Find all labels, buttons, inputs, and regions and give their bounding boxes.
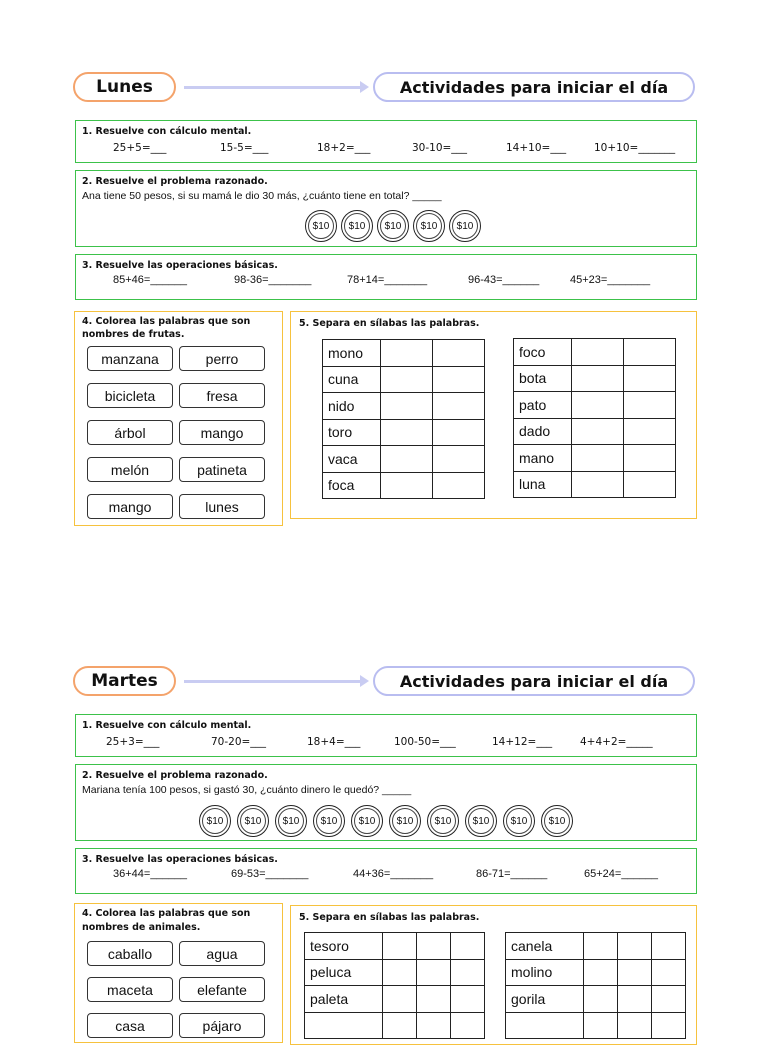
syllable-cell[interactable] [381, 419, 433, 446]
q3-item: 69-53=_______ [231, 868, 309, 880]
word-card[interactable]: patineta [179, 457, 265, 482]
q1-item: 25+5=___ [113, 142, 167, 154]
q1-item: 100-50=___ [394, 736, 456, 748]
syllable-cell[interactable] [652, 933, 686, 960]
coin-icon: $10 [427, 805, 459, 837]
arrow-line [184, 86, 362, 89]
day-label-martes: Martes [73, 666, 176, 696]
q3-item: 96-43=______ [468, 274, 540, 286]
syllable-word: gorila [506, 986, 584, 1013]
syllable-cell[interactable] [584, 1012, 618, 1039]
day-label-lunes: Lunes [73, 72, 176, 102]
q3-item: 44+36=_______ [353, 868, 434, 880]
syllable-cell[interactable] [433, 472, 485, 499]
q2-problem-text: Mariana tenía 100 pesos, si gastó 30, ¿cuánto dinero le quedó? _____ [82, 784, 412, 796]
q1-item: 18+2=___ [317, 142, 371, 154]
word-card[interactable]: bicicleta [87, 383, 173, 408]
q2-problem-text: Ana tiene 50 pesos, si su mamá le dio 30 más, ¿cuánto tiene en total? _____ [82, 190, 442, 202]
word-grid [87, 941, 265, 1038]
arrow-line [184, 680, 362, 683]
word-card[interactable]: perro [179, 346, 265, 371]
q3-item: 85+46=______ [113, 274, 188, 286]
syllable-cell[interactable] [417, 986, 451, 1013]
q2-box [75, 764, 697, 841]
q5-heading: 5. Separa en sílabas las palabras. [299, 912, 480, 923]
syllable-cell[interactable] [584, 986, 618, 1013]
coin-icon: $10 [413, 210, 445, 242]
syllable-cell[interactable] [618, 986, 652, 1013]
q2-heading: 2. Resuelve el problema razonado. [82, 770, 268, 781]
syllable-cell[interactable] [572, 339, 624, 366]
q1-box [75, 120, 697, 163]
syllable-cell[interactable] [383, 986, 417, 1013]
syllable-cell[interactable] [417, 959, 451, 986]
q5-box [290, 311, 697, 519]
coin-row [199, 805, 573, 837]
arrow-head-icon [360, 81, 369, 93]
q3-item: 45+23=_______ [570, 274, 651, 286]
syllable-cell[interactable] [433, 393, 485, 420]
word-card[interactable]: mango [179, 420, 265, 445]
syllable-cell[interactable] [572, 445, 624, 472]
word-card[interactable]: fresa [179, 383, 265, 408]
syllable-cell[interactable] [618, 933, 652, 960]
word-card[interactable]: pájaro [179, 1013, 265, 1038]
syllable-cell[interactable] [624, 365, 676, 392]
syllable-cell[interactable] [572, 365, 624, 392]
syllable-cell[interactable] [383, 933, 417, 960]
word-card[interactable]: mango [87, 494, 173, 519]
coin-icon: $10 [341, 210, 373, 242]
coin-icon: $10 [351, 805, 383, 837]
syllable-word: canela [506, 933, 584, 960]
coin-icon: $10 [503, 805, 535, 837]
syllable-word: luna [514, 471, 572, 498]
coin-icon: $10 [389, 805, 421, 837]
syllable-cell[interactable] [624, 339, 676, 366]
syllable-word: peluca [305, 959, 383, 986]
syllable-cell[interactable] [383, 959, 417, 986]
syllable-cell[interactable] [381, 393, 433, 420]
syllable-cell[interactable] [618, 1012, 652, 1039]
syllable-word: foca [323, 472, 381, 499]
coin-icon: $10 [449, 210, 481, 242]
q3-item: 86-71=______ [476, 868, 548, 880]
syllable-word: tesoro [305, 933, 383, 960]
header-title: Actividades para iniciar el día [373, 72, 695, 102]
syllable-cell[interactable] [451, 1012, 485, 1039]
syllable-cell[interactable] [624, 471, 676, 498]
syllable-word: nido [323, 393, 381, 420]
syllable-cell[interactable] [381, 446, 433, 473]
q4-heading: nombres de animales. [82, 922, 201, 933]
syllable-word: paleta [305, 986, 383, 1013]
word-card[interactable]: maceta [87, 977, 173, 1002]
q1-item: 25+3=___ [106, 736, 160, 748]
syllable-word: mano [514, 445, 572, 472]
q5-heading: 5. Separa en sílabas las palabras. [299, 318, 480, 329]
syllable-cell[interactable] [417, 1012, 451, 1039]
q4-heading: 4. Colorea las palabras que son [82, 316, 251, 327]
coin-icon: $10 [237, 805, 269, 837]
syllable-word: pato [514, 392, 572, 419]
q4-heading: 4. Colorea las palabras que son [82, 908, 251, 919]
syllable-cell[interactable] [584, 933, 618, 960]
word-card[interactable]: melón [87, 457, 173, 482]
syllable-cell[interactable] [572, 471, 624, 498]
q1-item: 30-10=___ [412, 142, 468, 154]
word-card[interactable]: elefante [179, 977, 265, 1002]
syllable-table-right [513, 338, 676, 498]
syllable-cell[interactable] [381, 472, 433, 499]
q3-heading: 3. Resuelve las operaciones básicas. [82, 854, 278, 865]
q3-box [75, 848, 697, 894]
coin-icon: $10 [305, 210, 337, 242]
q5-box [290, 905, 697, 1045]
q1-item: 70-20=___ [211, 736, 267, 748]
word-card[interactable]: agua [179, 941, 265, 966]
q3-heading: 3. Resuelve las operaciones básicas. [82, 260, 278, 271]
syllable-cell[interactable] [433, 419, 485, 446]
q1-item: 4+4+2=_____ [580, 736, 653, 748]
syllable-cell[interactable] [584, 959, 618, 986]
syllable-word: toro [323, 419, 381, 446]
syllable-cell[interactable] [652, 1012, 686, 1039]
syllable-cell[interactable] [433, 340, 485, 367]
coin-icon: $10 [275, 805, 307, 837]
syllable-word [305, 1012, 383, 1039]
syllable-cell[interactable] [652, 986, 686, 1013]
syllable-cell[interactable] [381, 340, 433, 367]
syllable-word: cuna [323, 366, 381, 393]
syllable-cell[interactable] [417, 933, 451, 960]
q4-box [74, 311, 283, 526]
coin-icon: $10 [541, 805, 573, 837]
syllable-cell[interactable] [624, 392, 676, 419]
word-card[interactable]: caballo [87, 941, 173, 966]
word-card[interactable]: casa [87, 1013, 173, 1038]
syllable-word: mono [323, 340, 381, 367]
word-card[interactable]: manzana [87, 346, 173, 371]
syllable-cell[interactable] [572, 392, 624, 419]
syllable-table-right [505, 932, 686, 1039]
q3-item: 36+44=______ [113, 868, 188, 880]
syllable-table-left [322, 339, 485, 499]
syllable-word: dado [514, 418, 572, 445]
q3-item: 98-36=_______ [234, 274, 312, 286]
q1-box [75, 714, 697, 757]
q1-item: 18+4=___ [307, 736, 361, 748]
word-card[interactable]: lunes [179, 494, 265, 519]
header-title: Actividades para iniciar el día [373, 666, 695, 696]
syllable-cell[interactable] [624, 418, 676, 445]
syllable-word [506, 1012, 584, 1039]
syllable-word: molino [506, 959, 584, 986]
coin-icon: $10 [465, 805, 497, 837]
q4-box [74, 903, 283, 1043]
q3-box [75, 254, 697, 300]
q3-item: 78+14=_______ [347, 274, 428, 286]
word-grid [87, 346, 265, 519]
word-card[interactable]: árbol [87, 420, 173, 445]
syllable-cell[interactable] [451, 986, 485, 1013]
coin-row [305, 210, 481, 242]
q3-item: 65+24=______ [584, 868, 659, 880]
syllable-cell[interactable] [433, 446, 485, 473]
syllable-cell[interactable] [451, 959, 485, 986]
q1-item: 10+10=_______ [594, 142, 676, 154]
syllable-cell[interactable] [433, 366, 485, 393]
q2-box [75, 170, 697, 247]
coin-icon: $10 [313, 805, 345, 837]
q4-heading: nombres de frutas. [82, 329, 185, 340]
syllable-word: foco [514, 339, 572, 366]
q1-item: 15-5=___ [220, 142, 269, 154]
syllable-table-left [304, 932, 485, 1039]
q1-item: 14+12=___ [492, 736, 553, 748]
q2-heading: 2. Resuelve el problema razonado. [82, 176, 268, 187]
syllable-cell[interactable] [624, 445, 676, 472]
syllable-cell[interactable] [451, 933, 485, 960]
syllable-word: bota [514, 365, 572, 392]
coin-icon: $10 [199, 805, 231, 837]
q1-heading: 1. Resuelve con cálculo mental. [82, 720, 252, 731]
syllable-cell[interactable] [381, 366, 433, 393]
q1-heading: 1. Resuelve con cálculo mental. [82, 126, 252, 137]
syllable-cell[interactable] [383, 1012, 417, 1039]
syllable-word: vaca [323, 446, 381, 473]
arrow-head-icon [360, 675, 369, 687]
q1-item: 14+10=___ [506, 142, 567, 154]
syllable-cell[interactable] [572, 418, 624, 445]
syllable-cell[interactable] [618, 959, 652, 986]
syllable-cell[interactable] [652, 959, 686, 986]
coin-icon: $10 [377, 210, 409, 242]
